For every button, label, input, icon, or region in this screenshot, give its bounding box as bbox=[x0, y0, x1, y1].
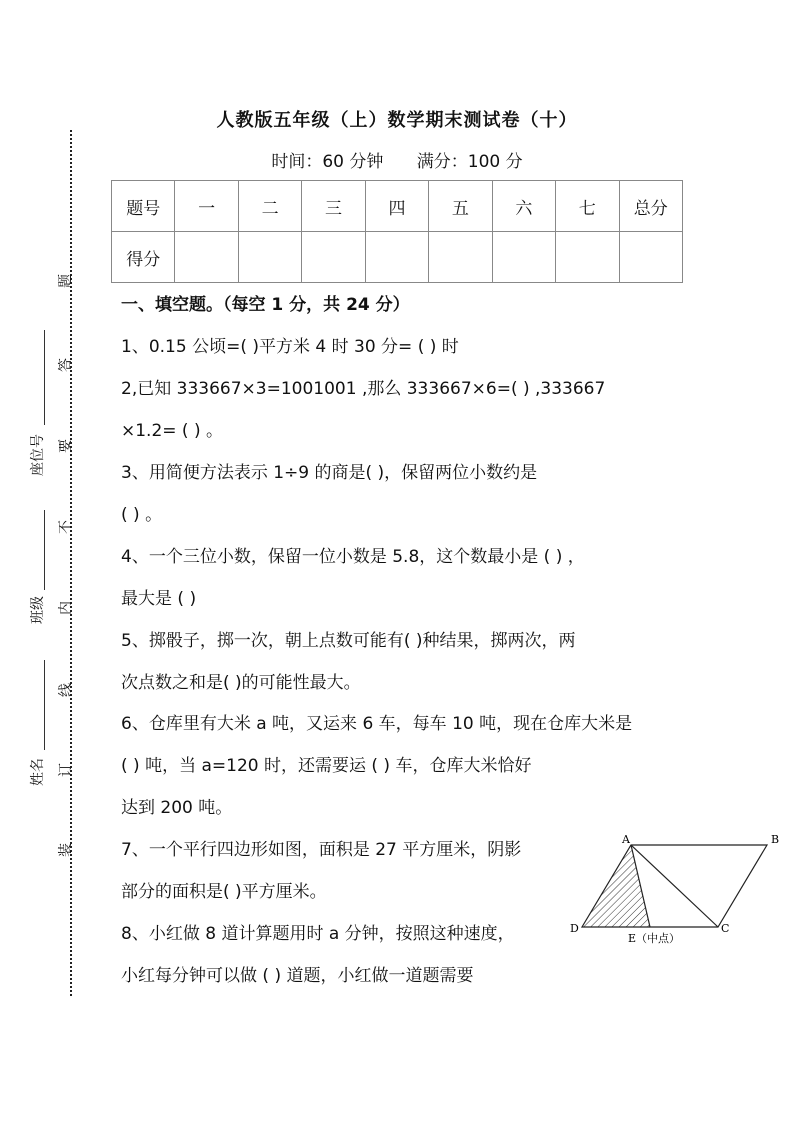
question-7-line1: 7、一个平行四边形如图，面积是 27 平方厘米，阴影 bbox=[121, 840, 522, 860]
score-table-header-row bbox=[112, 181, 683, 232]
table-cell: 六 bbox=[492, 181, 555, 232]
binding-char: 装 bbox=[58, 843, 74, 857]
question-6-line3: 达到 200 吨。 bbox=[121, 798, 233, 818]
binding-char: 订 bbox=[58, 763, 74, 777]
binding-char: 要 bbox=[58, 439, 74, 453]
question-4-line2: 最大是 ( ) bbox=[121, 589, 197, 609]
table-cell: 三 bbox=[302, 181, 365, 232]
table-cell: 题号 bbox=[112, 181, 175, 232]
question-2-line2: ×1.2= ( ) 。 bbox=[121, 421, 223, 441]
score-input-cell[interactable] bbox=[302, 232, 365, 283]
question-3-line1: 3、用简便方法表示 1÷9 的商是( )，保留两位小数约是 bbox=[121, 463, 538, 483]
question-2-line1: 2,已知 333667×3=1001001 ,那么 333667×6=( ) ,333667 bbox=[121, 379, 606, 399]
table-cell: 七 bbox=[556, 181, 619, 232]
vertex-label-e: E（中点） bbox=[628, 932, 681, 945]
score-input-cell[interactable] bbox=[556, 232, 619, 283]
question-5-line1: 5、掷骰子，掷一次，朝上点数可能有( )种结果，掷两次，两 bbox=[121, 631, 576, 651]
binding-char: 内 bbox=[58, 601, 74, 615]
score-input-cell[interactable] bbox=[365, 232, 428, 283]
vertex-label-c: C bbox=[721, 922, 730, 935]
table-cell: 一 bbox=[175, 181, 238, 232]
binding-char: 题 bbox=[58, 274, 74, 288]
score-input-cell[interactable] bbox=[429, 232, 492, 283]
section-heading: 一、填空题。（每空 1 分，共 24 分） bbox=[121, 295, 410, 315]
class-line bbox=[44, 510, 45, 590]
table-cell: 四 bbox=[365, 181, 428, 232]
seat-number-line bbox=[44, 330, 45, 425]
vertex-label-b: B bbox=[771, 833, 780, 846]
score-table bbox=[111, 180, 683, 283]
question-7-line2: 部分的面积是( )平方厘米。 bbox=[121, 882, 327, 902]
class-label: 班级 bbox=[30, 596, 46, 624]
shaded-triangle bbox=[582, 845, 650, 927]
seat-number-label: 座位号 bbox=[30, 434, 46, 476]
binding-dotted-line bbox=[70, 130, 72, 996]
question-8-line1: 8、小红做 8 道计算题用时 a 分钟，按照这种速度， bbox=[121, 924, 515, 944]
parallelogram-figure bbox=[565, 825, 785, 950]
question-4-line1: 4、一个三位小数，保留一位小数是 5.8，这个数最小是 ( ) ， bbox=[121, 547, 585, 567]
score-input-cell[interactable] bbox=[238, 232, 301, 283]
exam-info bbox=[0, 147, 794, 172]
score-input-cell[interactable] bbox=[175, 232, 238, 283]
vertex-label-a: A bbox=[622, 833, 630, 846]
score-input-cell[interactable] bbox=[492, 232, 555, 283]
page-title: 人教版五年级（上）数学期末测试卷（十） bbox=[216, 110, 578, 131]
vertex-label-d: D bbox=[570, 922, 579, 935]
question-6-line2: ( ) 吨，当 a=120 时，还需要运 ( ) 车，仓库大米恰好 bbox=[121, 756, 532, 776]
name-line bbox=[44, 660, 45, 750]
binding-char: 答 bbox=[58, 358, 74, 372]
score-input-cell[interactable] bbox=[619, 232, 683, 283]
question-1: 1、0.15 公顷=( )平方米 4 时 30 分= ( ) 时 bbox=[121, 337, 459, 357]
question-5-line2: 次点数之和是( )的可能性最大。 bbox=[121, 673, 361, 693]
question-8-line2: 小红每分钟可以做 ( ) 道题，小红做一道题需要 bbox=[121, 966, 474, 986]
score-table-score-row bbox=[112, 232, 683, 283]
table-cell: 总分 bbox=[619, 181, 683, 232]
table-cell: 得分 bbox=[112, 232, 175, 283]
time-limit: 时间：60 分钟 bbox=[271, 152, 384, 172]
question-3-line2: ( ) 。 bbox=[121, 505, 163, 525]
question-6-line1: 6、仓库里有大米 a 吨，又运来 6 车，每车 10 吨，现在仓库大米是 bbox=[121, 714, 633, 734]
binding-char: 线 bbox=[58, 683, 74, 697]
table-cell: 五 bbox=[429, 181, 492, 232]
full-score: 满分：100 分 bbox=[416, 152, 523, 172]
table-cell: 二 bbox=[238, 181, 301, 232]
name-label: 姓名 bbox=[30, 758, 46, 786]
binding-char: 不 bbox=[58, 520, 74, 534]
